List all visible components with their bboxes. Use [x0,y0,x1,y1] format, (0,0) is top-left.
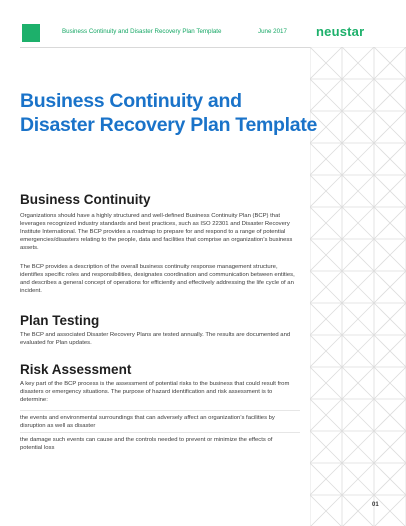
header-date: June 2017 [258,28,287,35]
page-number: 01 [372,502,379,508]
brand-square-icon [22,24,40,42]
paragraph: A key part of the BCP process is the assessment of potential risks to the business that could result from disasters or emergency situations. The purpose of hazard identification and risk assessment is to determine: [20,381,290,404]
neustar-logo: neustar [316,24,365,39]
section-heading-plan-testing: Plan Testing [20,313,100,328]
header-divider [20,47,310,48]
paragraph: The BCP provides a description of the overall business continuity response management structure, identifies specific roles and responsibilities, designates coordination and communication between entities, and describes a general concept of operations for efficiently and effectively addressing the life cycle of an incident. [20,264,295,295]
paragraph: Organizations should have a highly structured and well-defined Business Continuity Plan (BCP) that leverages recognized industry standards and best practices, such as ISO 22301 and Disaster Recovery Institute International. The BCP provides a roadmap to prepare for and respond to a range of potential emergencies/disasters relating to the people, data and facilities that comprise an organization’s business assets. [20,213,293,252]
list-item: the events and environmental surroundings that can adversely affect an organization’s facilities by disruption as well as disaster [20,415,275,430]
divider [20,410,300,411]
list-item: the damage such events can cause and the controls needed to prevent or minimize the effects of potential loss [20,437,273,452]
section-heading-business-continuity: Business Continuity [20,192,151,207]
section-heading-risk-assessment: Risk Assessment [20,362,132,377]
divider [20,432,300,433]
decorative-lattice [310,47,406,526]
paragraph: The BCP and associated Disaster Recovery Plans are tested annually. The results are documented and evaluated for Plan updates. [20,332,291,347]
document-title: Business Continuity and Disaster Recovery Plan Template [20,90,318,136]
header-title: Business Continuity and Disaster Recovery Plan Template [62,28,222,35]
page-header [0,0,406,50]
